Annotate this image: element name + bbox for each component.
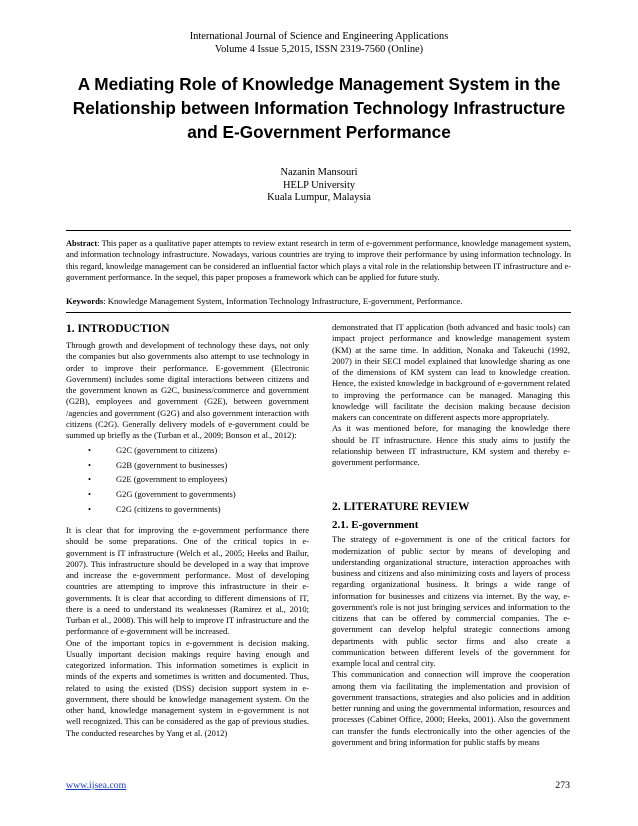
journal-website-link[interactable]: www.ijsea.com [66,780,127,791]
page-number: 273 [555,780,570,791]
author-affiliation: HELP University [282,179,356,191]
intro-paragraph-2: It is clear that for improving the e-government performance there should be some preparations. One of the critical topics in e-government is IT infrastructure (Welch et al., 2005; Heeks and Bailur, 2007). This infrastructure should be developed in a way that improve and increase the e-government performance. Most of developing countries are attempting to improve this infrastructure in their e-governments. It is clear that according to different dimensions of IT, there is a need to understand its weaknesses (Ramirez et al., 2010; Turban et al., 2008). This will help to improve IT infrastructure and the performance of e-government will be increased. [66,525,309,637]
intro-paragraph-1: Through growth and development of technology these days, not only the companies but also governments also attempt to use technology in order to improve their performance. E-government (Electronic Government) includes some digital interactions between citizens and the government known as G2C, business/commerce and government (G2B), employees and government (G2E), between government /agencies and government (G2G) and also government interaction with citizens (C2G). Generally delivery models of e-government could be summed up briefly as the (Turban et al., 2009; Bonson et al., 2012): [66,340,309,440]
bullet-icon: • [88,445,91,456]
author-block [0,167,638,205]
bullet-icon: • [88,503,91,514]
author-location: Kuala Lumpur, Malaysia [267,192,371,203]
abstract-text: : This paper as a qualitative paper attempts to review extant research in term of e-government performance, knowledge management system, and information technology infrastructure. Nowadays, various countries are trying to improve their performance by using information technology. In this regard, knowledge management can be considered an influential factor which plays a vital role in the relationship between IT infrastructure and e-government performance. In the sequel, this paper proposes a framework which can be applied for future study. [66,239,571,282]
egov-paragraph-1: The strategy of e-government is one of the critical factors for modernization of public sector by means of developing and understanding organizational structure, interaction approaches with business and citizens and also minimizing costs and layers of process regarding organizational business. It brings a wide range of information for businesses and citizens via internet. By the way, e-government's role is not just bringing services and information to the citizens that can be offered by commercial companies. The e-government can develop helpful strategic connections among departments with public sector firms and also create a communication between different levels of the government for example local and central city. [332,534,570,668]
delivery-models-list [66,443,309,516]
bullet-icon: • [88,459,91,470]
intro-paragraph-4: demonstrated that IT application (both advanced and basic tools) can impact project performance and knowledge management system (KM) at the same time. In addition, Nonaka and Takeuchi (1992, 2007) in their SECI model explained that knowledge sharing as one of the dimensions of KM system can lead to knowledge creation. Hence, the existed knowledge in background of e-government related to improving the performance can be managed. Managing this knowledge will facilitate the decision making because decision makers can concentrate on different aspects more appropriately. [332,322,570,422]
journal-name: International Journal of Science and Engineering Applications [189,31,449,42]
left-column [66,322,309,739]
list-item: • G2B (government to businesses) [66,458,309,473]
section-1-heading: 1. INTRODUCTION [66,323,170,335]
bullet-icon: • [88,489,91,500]
subsection-2-1-heading: 2.1. E-government [332,519,419,532]
section-2-heading: 2. LITERATURE REVIEW [332,501,470,514]
abstract [66,238,571,283]
paper-title: A Mediating Role of Knowledge Management System in the Relationship between Information Technology Infrastructure and E-Government Performance [72,74,566,142]
list-item: • G2C (government to citizens) [66,443,309,458]
keywords-text: : Knowledge Management System, Information Technology Infrastructure, E-government, Performance. [103,296,463,306]
keywords-bottom-rule [66,312,571,313]
list-item: • C2G (citizens to governments) [66,502,309,517]
author-name: Nazanin Mansouri [280,167,358,178]
right-column [332,322,570,748]
keywords-label: Keywords [66,296,104,306]
journal-volume: Volume 4 Issue 5,2015, ISSN 2319-7560 (Online) [214,44,424,55]
egov-paragraph-2: This communication and connection will improve the cooperation among them via facilitating the implementation and provision of government transactions, strategies and also policies and in addition better running and using the governmental information, resources and processes (Cabinet Office, 2000; Heeks, 2001). Also the government can transfer the funds electronically into the other agencies of the government and bring information for public staffs by means [332,669,570,747]
bullet-icon: • [88,474,91,485]
intro-paragraph-3: One of the important topics in e-government is decision making. Usually important decision makings require having enough and categorized information. This information sometimes is explicit in minds of the experts and sometimes is written and documented. Thus, related to using the existed (DSS) decision support system in e-government, there should be knowledge management system. On the other hand, knowledge management system in e-government is not well recognized. This can be considered as the gap of previous studies. The conducted researches by Yang et al. (2012) [66,637,309,738]
list-item: • G2E (government to employees) [66,472,309,487]
keywords [66,296,571,307]
journal-header [0,30,638,56]
abstract-top-rule [66,230,571,231]
intro-paragraph-5: As it was mentioned before, for managing the knowledge there should be IT infrastructure. Hence this study aims to justify the relationship between IT infrastructure, KM system and thereby e-government performance. [332,423,570,467]
abstract-label: Abstract [66,239,98,248]
list-item: • G2G (government to governments) [66,487,309,502]
